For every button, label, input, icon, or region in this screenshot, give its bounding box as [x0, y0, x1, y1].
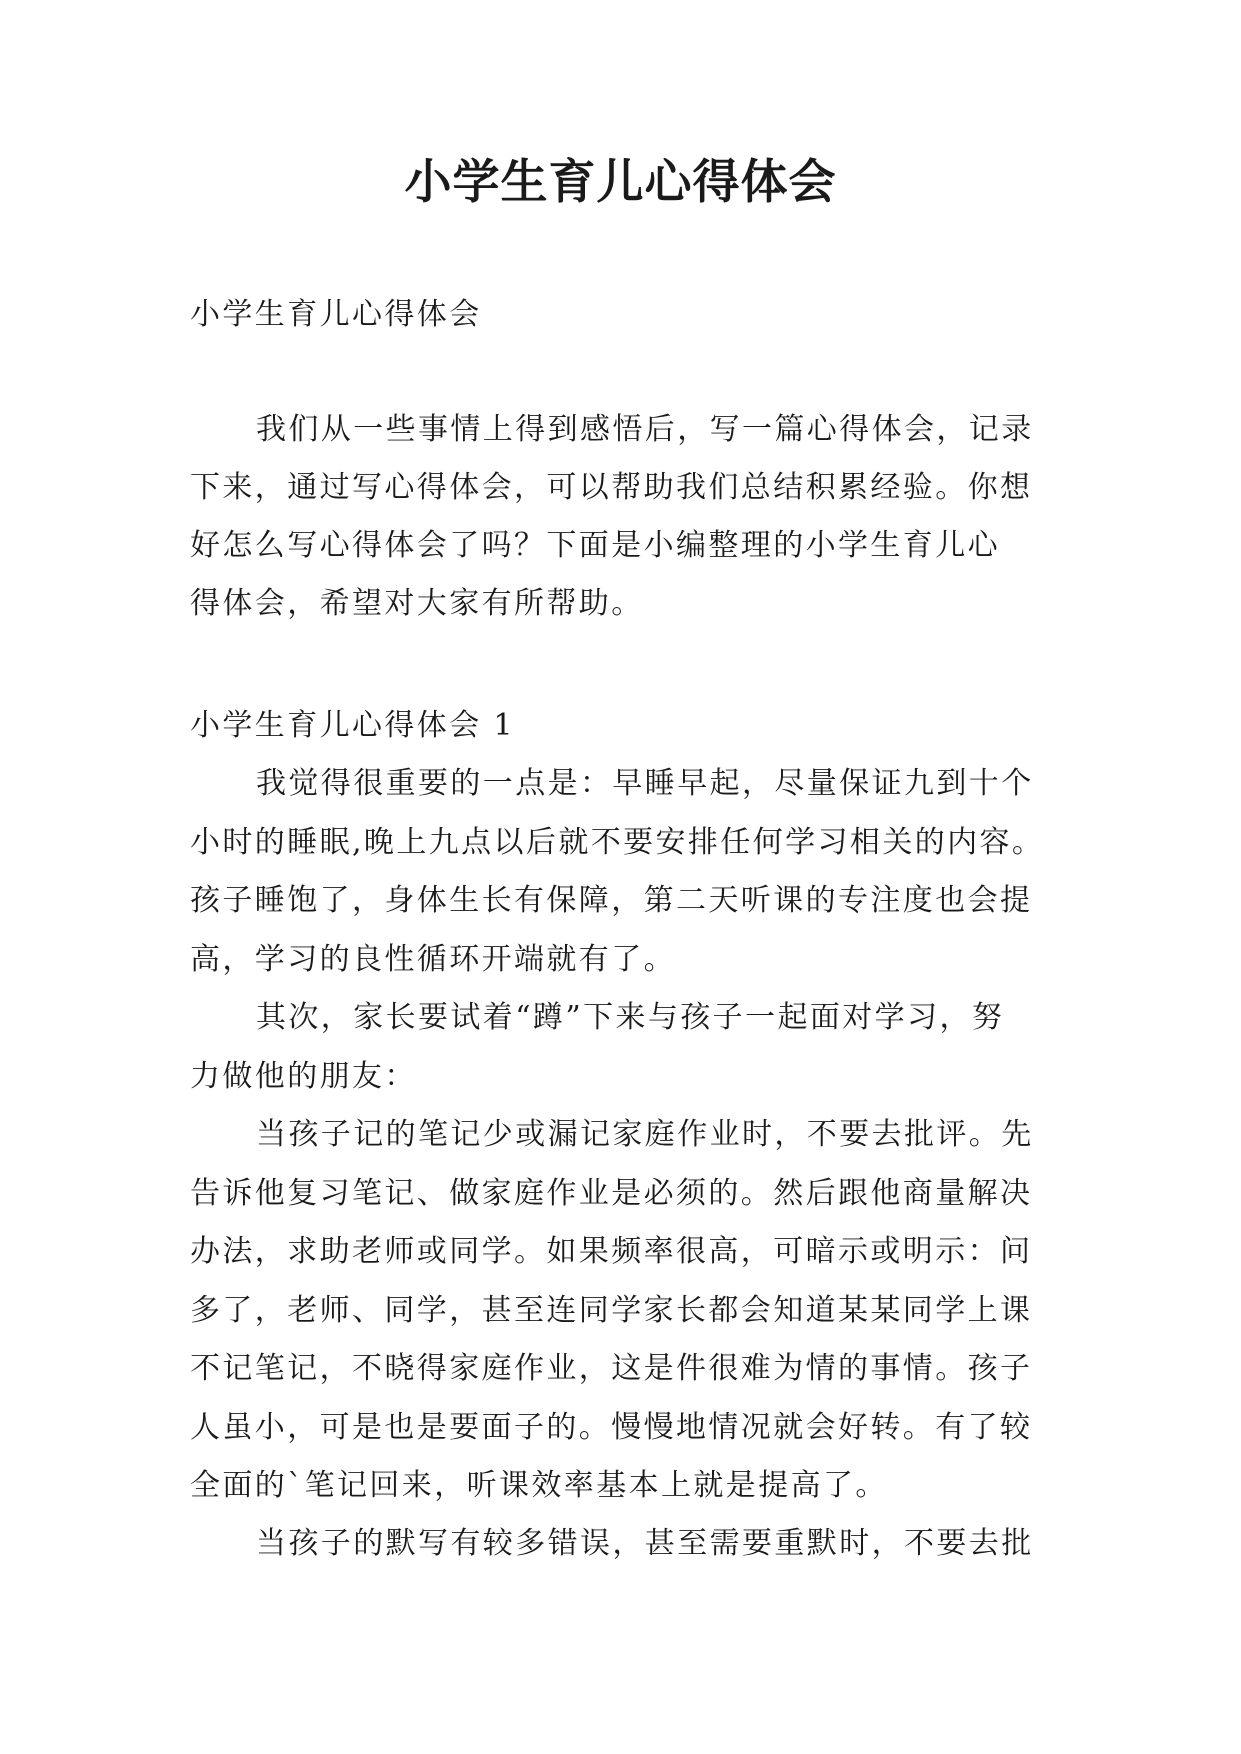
- p3-line-7: 全面的`笔记回来，听课效率基本上就是提高了。: [190, 1468, 888, 1503]
- document-title: 小学生育儿心得体会: [404, 155, 837, 210]
- p1-line-1: 我觉得很重要的一点是：早睡早起，尽量保证九到十个: [256, 766, 1034, 801]
- document-subtitle: [190, 286, 1052, 344]
- p3-line-6: 人虽小，可是也是要面子的。慢慢地情况就会好转。有了较: [190, 1409, 1033, 1445]
- p3-line-3: 办法，求助老师或同学。如果频率很高，可暗示或明示：问: [190, 1234, 1033, 1269]
- p1-line-2: 小时的睡眠,晚上九点以后就不要安排任何学习相关的内容。: [190, 824, 1045, 860]
- section-paragraph-4: [190, 1515, 1052, 1574]
- section-heading-text: 小学生育儿心得体会 1: [190, 708, 516, 743]
- p3-line-4: 多了，老师、同学，甚至连同学家长都会知道某某同学上课: [190, 1292, 1033, 1328]
- intro-line-1: 我们从一些事情上得到感悟后，写一篇心得体会，记录: [256, 412, 1034, 447]
- section-paragraph-2: [190, 989, 1052, 1106]
- section-paragraph-1: [190, 755, 1052, 989]
- intro-paragraph: [190, 401, 1052, 633]
- p2-line-1: 其次，家长要试着“蹲”下来与孩子一起面对学习，努: [256, 1000, 1005, 1035]
- intro-line-4: 得体会，希望对大家有所帮助。: [190, 586, 644, 621]
- intro-line-2: 下来，通过写心得体会，可以帮助我们总结积累经验。你想: [190, 470, 1033, 505]
- p4-line-1: 当孩子的默写有较多错误，甚至需要重默时，不要去批: [256, 1526, 1034, 1561]
- p3-line-2: 告诉他复习笔记、做家庭作业是必须的。然后跟他商量解决: [190, 1175, 1033, 1211]
- section-paragraph-3: [190, 1106, 1052, 1516]
- p3-line-1: 当孩子记的笔记少或漏记家庭作业时，不要去批评。先: [256, 1117, 1034, 1152]
- p3-line-5: 不记笔记，不晓得家庭作业，这是件很难为情的事情。孩子: [190, 1351, 1033, 1386]
- section-heading: [190, 697, 1052, 755]
- p2-line-2: 力做他的朋友：: [190, 1058, 417, 1094]
- subtitle-line: 小学生育儿心得体会: [190, 297, 482, 332]
- intro-line-3: 好怎么写心得体会了吗？下面是小编整理的小学生育儿心: [190, 528, 1000, 563]
- p1-line-3: 孩子睡饱了，身体生长有保障，第二天听课的专注度也会提: [190, 883, 1033, 918]
- p1-line-4: 高，学习的良性循环开端就有了。: [190, 941, 676, 977]
